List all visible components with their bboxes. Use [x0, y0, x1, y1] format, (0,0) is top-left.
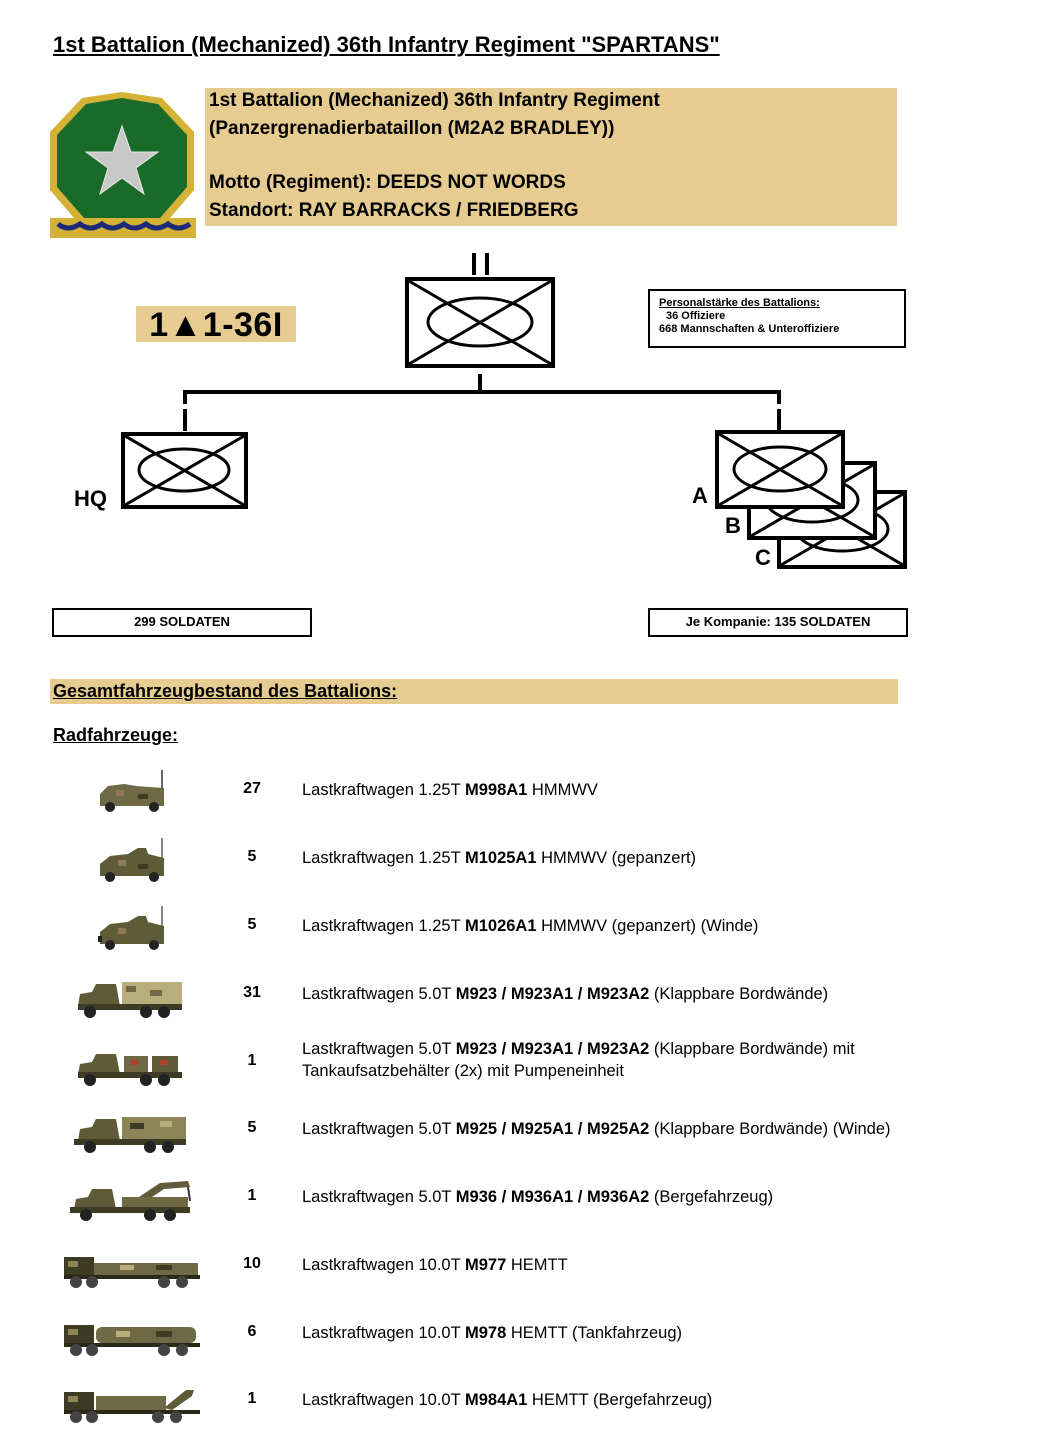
vehicle-count: 5: [247, 1119, 257, 1136]
garrison-location: Standort: RAY BARRACKS / FRIEDBERG: [209, 200, 579, 221]
hq-label: HQ: [74, 486, 107, 511]
unit-info-box: [205, 88, 897, 226]
vehicle-row: [0, 1303, 1044, 1363]
vehicle-row: [0, 1235, 1044, 1295]
vehicle-description: Lastkraftwagen 5.0T M925 / M925A1 / M925A2 (Klappbare Bordwände) (Winde): [302, 1120, 891, 1138]
vehicle-description: Lastkraftwagen 1.25T M1025A1 HMMWV (gepanzert): [302, 849, 697, 867]
vehicle-description: Lastkraftwagen 10.0T M978 HEMTT (Tankfahrzeug): [302, 1324, 682, 1342]
vehicle-count: 6: [247, 1323, 257, 1340]
hmmwv-icon: [60, 766, 210, 814]
vehicle-row: [0, 896, 1044, 956]
armored-hmmwv-winch-icon: [60, 902, 210, 950]
company-b-label: B: [725, 513, 741, 538]
company-a-symbol: [717, 432, 843, 507]
vehicle-row: [0, 760, 1044, 820]
vehicle-count: 1: [247, 1052, 257, 1069]
vehicle-count: 27: [243, 780, 261, 797]
organization-chart: [0, 240, 1044, 590]
vehicle-count: 5: [247, 848, 257, 865]
cargo-truck-winch-icon: [60, 1105, 210, 1153]
vehicle-count: 1: [247, 1390, 257, 1407]
company-a-label: A: [692, 483, 708, 508]
page-title: 1st Battalion (Mechanized) 36th Infantry Regiment "SPARTANS": [53, 32, 720, 57]
armored-hmmwv-icon: [60, 834, 210, 882]
regiment-motto: Motto (Regiment): DEEDS NOT WORDS: [209, 172, 566, 193]
vehicle-description: Lastkraftwagen 5.0T M936 / M936A1 / M936A2 (Bergefahrzeug): [302, 1188, 774, 1206]
unit-name: 1st Battalion (Mechanized) 36th Infantry Regiment: [209, 90, 660, 111]
vehicle-count: 5: [247, 916, 257, 933]
battalion-symbol: [407, 253, 553, 366]
hemtt-cargo-icon: [60, 1241, 210, 1289]
company-strength-box: Je Kompanie: 135 SOLDATEN: [648, 608, 908, 637]
hq-company-symbol: [123, 434, 246, 507]
personnel-heading: Personalstärke des Battalions:: [659, 297, 820, 309]
wrecker-truck-icon: [60, 1173, 210, 1221]
vehicle-row: [0, 1099, 1044, 1159]
vehicle-row: [0, 1167, 1044, 1227]
regiment-crest-icon: [44, 90, 200, 240]
hemtt-wrecker-icon: [60, 1376, 210, 1424]
org-connector-lines: [183, 374, 781, 431]
vehicle-description: Lastkraftwagen 1.25T M998A1 HMMWV: [302, 781, 598, 799]
vehicle-description: Lastkraftwagen 10.0T M977 HEMTT: [302, 1256, 568, 1274]
officer-count: 36 Offiziere: [666, 310, 726, 322]
vehicle-inventory-banner: [50, 679, 898, 704]
vehicle-description: Lastkraftwagen 10.0T M984A1 HEMTT (Bergefahrzeug): [302, 1391, 713, 1409]
vehicle-count: 1: [247, 1187, 257, 1204]
company-c-label: C: [755, 545, 771, 570]
wheeled-vehicles-heading: Radfahrzeuge:: [53, 725, 179, 745]
vehicle-count: 10: [243, 1255, 261, 1272]
enlisted-count: 668 Mannschaften & Unteroffiziere: [659, 323, 840, 335]
vehicle-row: [0, 1370, 1044, 1430]
unit-code: 1▲1-36I: [136, 306, 296, 342]
vehicle-row: [0, 1032, 1044, 1092]
vehicle-inventory-heading: Gesamtfahrzeugbestand des Battalions:: [53, 681, 398, 701]
vehicle-count: 31: [243, 984, 261, 1001]
cargo-truck-icon: [60, 970, 210, 1018]
vehicle-row: [0, 964, 1044, 1024]
hemtt-tanker-icon: [60, 1309, 210, 1357]
vehicle-description: Lastkraftwagen 1.25T M1026A1 HMMWV (gepanzert) (Winde): [302, 917, 759, 935]
tank-truck-icon: [60, 1038, 210, 1086]
vehicle-row: [0, 828, 1044, 888]
vehicle-description: Lastkraftwagen 5.0T M923 / M923A1 / M923A2 (Klappbare Bordwände): [302, 985, 829, 1003]
hq-strength-box: 299 SOLDATEN: [52, 608, 312, 637]
vehicle-description: Lastkraftwagen 5.0T M923 / M923A1 / M923A2 (Klappbare Bordwände) mit Tankaufsatzbehälter (2x) mit Pumpeneinheit: [302, 1040, 855, 1080]
unit-type: (Panzergrenadierbataillon (M2A2 BRADLEY)): [209, 118, 615, 139]
